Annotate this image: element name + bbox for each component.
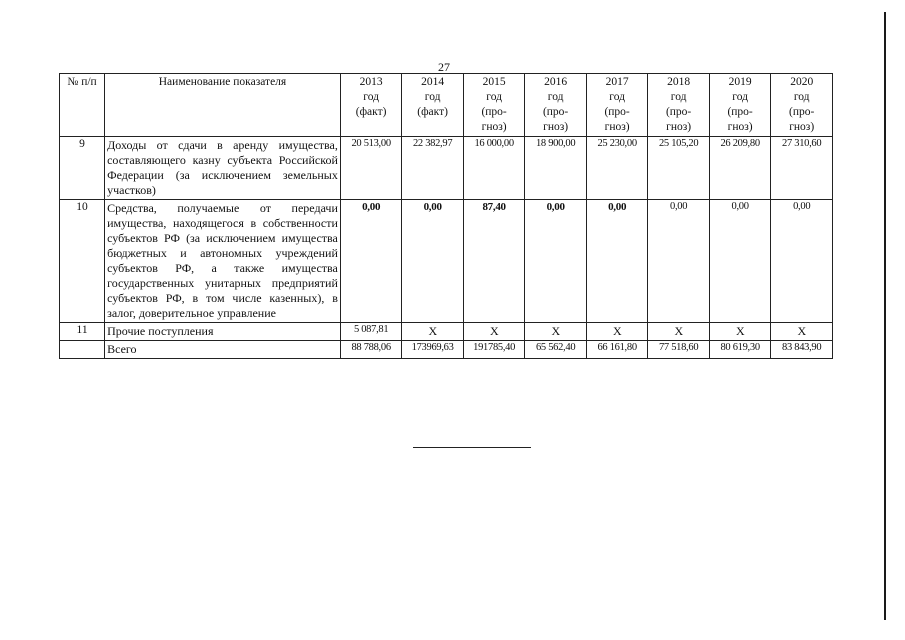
cell-value: 5 087,81 [340, 323, 402, 341]
row-number [60, 341, 105, 359]
cell-value: X [525, 323, 587, 341]
cell-value: 0,00 [771, 200, 833, 323]
cell-value: 0,00 [648, 200, 710, 323]
cell-value: 18 900,00 [525, 137, 587, 200]
cell-value: 0,00 [340, 200, 402, 323]
cell-value: X [586, 323, 648, 341]
cell-value: 20 513,00 [340, 137, 402, 200]
page-number: 27 [438, 60, 450, 74]
cell-value: X [463, 323, 525, 341]
cell-value: 0,00 [709, 200, 771, 323]
header-year-2015: 2015 год (про- гноз) [463, 74, 525, 137]
cell-value: 66 161,80 [586, 341, 648, 359]
header-year-2017: 2017 год (про- гноз) [586, 74, 648, 137]
table-header-row [60, 74, 833, 137]
cell-value: 83 843,90 [771, 341, 833, 359]
cell-value: 65 562,40 [525, 341, 587, 359]
revenue-table [59, 73, 833, 359]
table-row [60, 200, 833, 323]
row-number: 10 [60, 200, 105, 323]
cell-value: 16 000,00 [463, 137, 525, 200]
row-name: Всего [105, 341, 341, 359]
cell-value: 88 788,06 [340, 341, 402, 359]
cell-value: X [648, 323, 710, 341]
cell-value: 80 619,30 [709, 341, 771, 359]
cell-value: 0,00 [586, 200, 648, 323]
header-year-2014: 2014 год (факт) [402, 74, 464, 137]
cell-value: 25 105,20 [648, 137, 710, 200]
table-row-total [60, 341, 833, 359]
header-year-2019: 2019 год (про- гноз) [709, 74, 771, 137]
table-row [60, 323, 833, 341]
row-name: Средства, получаемые от передачи имущества, находящегося в собственности субъектов РФ (за исключением имущества бюджетных и автономных учреждений субъектов РФ, а также имущества государственных унитарных предприятий субъектов РФ, в том числе казенных), в залог, доверительное управление [105, 200, 341, 323]
cell-value: 22 382,97 [402, 137, 464, 200]
cell-value: 191785,40 [463, 341, 525, 359]
header-name: Наименование показателя [105, 74, 341, 137]
separator-line [413, 447, 531, 448]
row-number: 9 [60, 137, 105, 200]
cell-value: 27 310,60 [771, 137, 833, 200]
row-name: Доходы от сдачи в аренду имущества, составляющего казну субъекта Российской Федерации (за исключением земельных участков) [105, 137, 341, 200]
cell-value: X [709, 323, 771, 341]
cell-value: 25 230,00 [586, 137, 648, 200]
cell-value: 26 209,80 [709, 137, 771, 200]
table-row [60, 137, 833, 200]
cell-value: 87,40 [463, 200, 525, 323]
header-year-2016: 2016 год (про- гноз) [525, 74, 587, 137]
cell-value: 173969,63 [402, 341, 464, 359]
cell-value: 0,00 [525, 200, 587, 323]
cell-value: 77 518,60 [648, 341, 710, 359]
cell-value: 0,00 [402, 200, 464, 323]
cell-value: X [402, 323, 464, 341]
cell-value: X [771, 323, 833, 341]
header-year-2018: 2018 год (про- гноз) [648, 74, 710, 137]
header-year-2013: 2013 год (факт) [340, 74, 402, 137]
header-num: № п/п [60, 74, 105, 137]
page-edge-rule [884, 12, 886, 620]
row-name: Прочие поступления [105, 323, 341, 341]
header-year-2020: 2020 год (про- гноз) [771, 74, 833, 137]
row-number: 11 [60, 323, 105, 341]
